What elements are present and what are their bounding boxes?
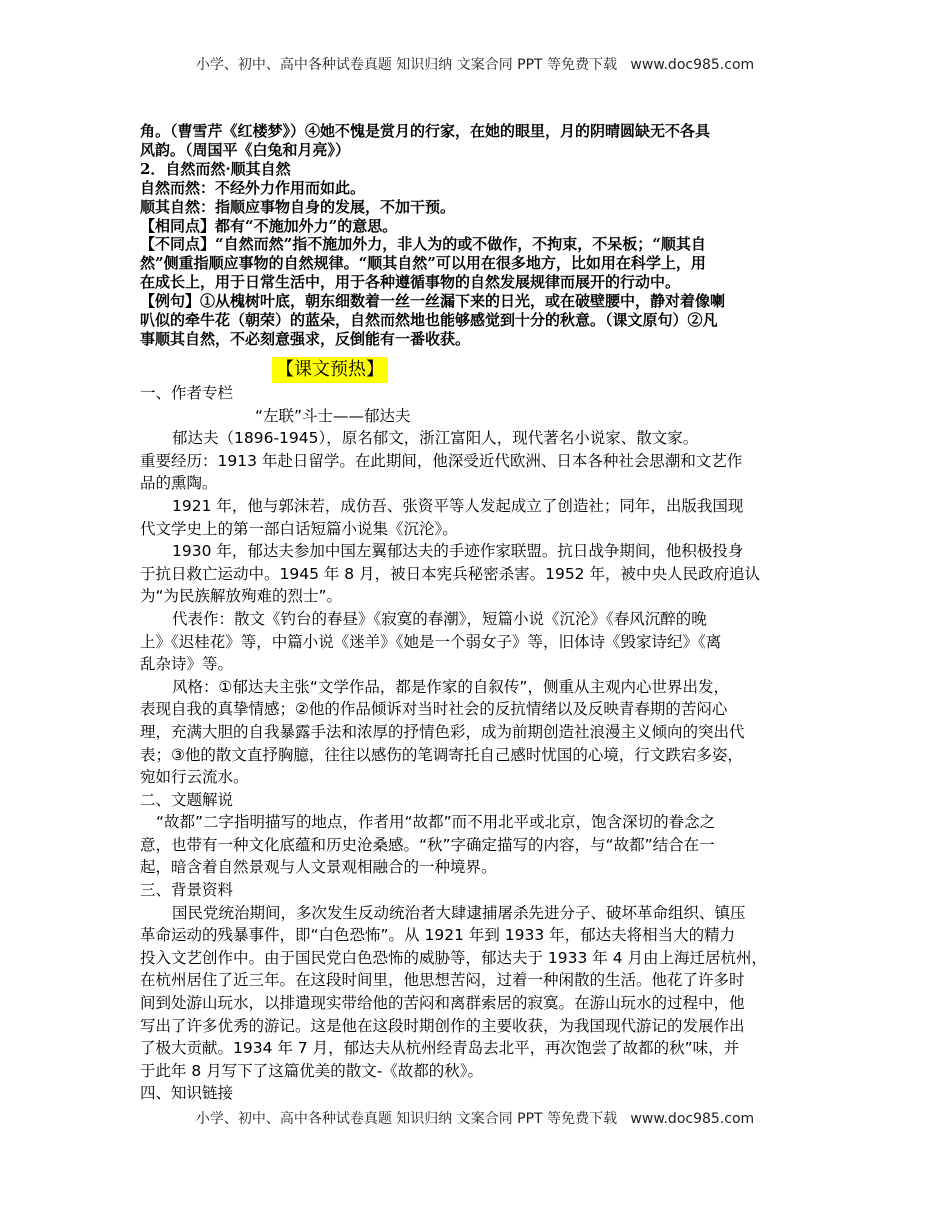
text-line: 表；③他的散文直抒胸臆，往往以感伤的笔调寄托自己感时忧国的心境，行文跌宕多姿， [140, 745, 743, 764]
text-line: 【相同点】都有“不施加外力”的意思。 [140, 216, 398, 235]
text-line: 上》《迟桂花》等，中篇小说《迷羊》《她是一个弱女子》等，旧体诗《毁家诗纪》《离 [140, 632, 722, 651]
text-line: 意，也带有一种文化底蕴和历史沧桑感。“秋”字确定描写的内容，与“故都”结合在一 [140, 835, 715, 854]
text-line: 【不同点】“自然而然”指不施加外力，非人为的或不做作，不拘束，不呆板；“顺其自 [140, 235, 706, 254]
text-line: 角。（曹雪芹《红楼梦》）④她不愧是赏月的行家，在她的眼里，月的阴晴圆缺无不各具 [140, 122, 711, 140]
text-line: 叭似的牵牛花（朝荣）的蓝朵，自然而然地也能够感觉到十分的秋意。（课文原句）②凡 [140, 311, 718, 330]
text-line: 乱杂诗》等。 [140, 655, 234, 674]
text-line: 宛如行云流水。 [140, 768, 249, 787]
text-line: 表现自我的真挚情感；②他的作品倾诉对当时社会的反抗情绪以及反映青春期的苦闷心 [140, 700, 728, 719]
heading-title-explanation: 二、文题解说 [140, 790, 234, 809]
text-line: 为“为民族解放殉难的烈士”。 [140, 587, 343, 606]
text-line: 在成长上，用于日常生活中，用于各种遵循事物的自然发展规律而展开的行动中。 [140, 273, 681, 292]
page-header: 小学、初中、高中各种试卷真题 知识归纳 文案合同 PPT 等免费下载 www.doc985.com [195, 57, 755, 73]
text-line: 投入文艺创作中。由于国民党白色恐怖的威胁等，郁达夫于 1933 年 4 月由上海迁居杭州， [140, 948, 768, 967]
text-line: “故都”二字指明描写的地点，作者用“故都”而不用北平或北京，饱含深切的眷念之 [156, 813, 716, 832]
text-line: 于此年 8 月写下了这篇优美的散文-《故都的秋》。 [140, 1061, 484, 1080]
text-line: 起，暗含着自然景观与人文景观相融合的一种境界。 [140, 858, 497, 877]
heading-knowledge-links: 四、知识链接 [140, 1084, 234, 1103]
heading-background: 三、背景资料 [140, 881, 234, 900]
vocabulary-section [140, 122, 820, 349]
text-line: 国民党统治期间，多次发生反动统治者大肆逮捕屠杀先进分子、破坏革命组织、镇压 [172, 903, 746, 922]
text-line: 革命运动的残暴事件，即“白色恐怖”。从 1921 年到 1933 年，郁达夫将相当大的精力 [140, 926, 736, 945]
text-line: 风韵。（周国平《白兔和月亮》） [140, 140, 351, 159]
text-line: 在杭州居住了近三年。在这段时间里，他思想苦闷，过着一种闲散的生活。他花了许多时 [140, 971, 745, 990]
text-line: 顺其自然：指顺应事物自身的发展，不加干预。 [140, 197, 456, 216]
section-banner-preview: 【课文预热】 [272, 357, 388, 383]
text-line: 间到处游山玩水，以排遣现实带给他的苦闷和离群索居的寂寞。在游山玩水的过程中，他 [140, 994, 745, 1013]
preview-section [140, 382, 820, 1105]
text-line: 然”侧重指顺应事物的自然规律。“顺其自然”可以用在很多地方，比如用在科学上，用 [140, 254, 706, 273]
text-line: 2．自然而然·顺其自然 [140, 159, 291, 178]
page-footer: 小学、初中、高中各种试卷真题 知识归纳 文案合同 PPT 等免费下载 www.doc985.com [195, 1111, 755, 1127]
text-line: 代表作：散文《钓台的春昼》《寂寞的春潮》，短篇小说《沉沦》《春风沉醉的晚 [172, 609, 707, 628]
author-intro: 郁达夫（1896-1945），原名郁文，浙江富阳人，现代著名小说家、散文家。 [172, 429, 699, 448]
text-line: 品的熏陶。 [140, 474, 218, 493]
text-line: 1921 年，他与郭沫若，成仿吾、张资平等人发起成立了创造社；同年，出版我国现 [172, 496, 744, 515]
text-line: 理，充满大胆的自我暴露手法和浓厚的抒情色彩，成为前期创造社浪漫主义倾向的突出代 [140, 722, 745, 741]
text-line: 了极大贡献。1934 年 7 月，郁达夫从杭州经青岛去北平，再次饱尝了故都的秋”味，并 [140, 1039, 740, 1058]
text-line: 1930 年，郁达夫参加中国左翼郁达夫的手迹作家联盟。抗日战争期间，他积极投身 [172, 542, 744, 561]
text-line: 风格：①郁达夫主张“文学作品，都是作家的自叙传”，侧重从主观内心世界出发， [172, 677, 729, 696]
text-line: 事顺其自然，不必刻意强求，反倒能有一番收获。 [140, 329, 471, 348]
text-line: 自然而然：不经外力作用而如此。 [140, 178, 366, 197]
text-line: 【例句】①从槐树叶底，朝东细数着一丝一丝漏下来的日光，或在破壁腰中，静对着像喇 [140, 292, 726, 311]
text-line: 代文学史上的第一部白话短篇小说集《沉沦》。 [140, 519, 458, 538]
text-line: 写出了许多优秀的游记。这是他在这段时期创作的主要收获，为我国现代游记的发展作出 [140, 1016, 745, 1035]
text-line: 重要经历：1913 年赴日留学。在此期间，他深受近代欧洲、日本各种社会思潮和文艺作 [140, 451, 743, 470]
heading-author-column: 一、作者专栏 [140, 384, 234, 402]
author-title: “左联”斗士——郁达夫 [255, 406, 411, 425]
text-line: 于抗日救亡运动中。1945 年 8 月，被日本宪兵秘密杀害。1952 年，被中央人民政府追认 [140, 564, 760, 583]
